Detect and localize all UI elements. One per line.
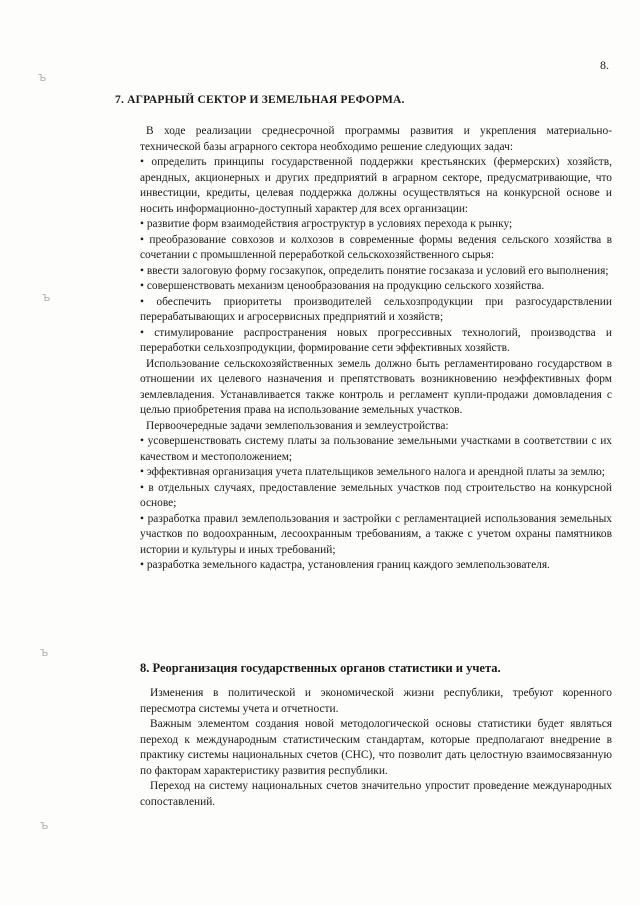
priority-task-item: • разработка правил землепользования и застройки с регламентацией использования земельных участков по водоохранным, лесоохранным требованиям, а также с учетом охраны памятников истории и культуры и иных требований;: [140, 512, 612, 556]
task-item: • ввести залоговую форму госзакупок, определить понятие госзаказа и условий его выполнения;: [140, 264, 609, 277]
task-item: • стимулирование распространения новых прогрессивных технологий, производства и переработки сельхозпродукции, формирование сети эффективных хозяйств.: [140, 326, 612, 354]
page-number: 8.: [600, 58, 609, 72]
task-item: • определить принципы государственной поддержки крестьянских (фермерских) хозяйств, арендных, акционерных и других предприятий в аграрном секторе, предусматривающие, что инвестиции, кредиты, целевая поддержка должны осуществляться на конкурсной основе и носить информационно-доступный характер для всех организации:: [140, 156, 612, 215]
task-item: • развитие форм взаимодействия агроструктур в условиях перехода к рынку;: [140, 218, 513, 230]
priority-task-item: • в отдельных случаях, предоставление земельных участков под строительство на конкурсной основе;: [140, 481, 612, 509]
task-item: • обеспечить приоритеты производителей сельхозпродукции при разгосударствлении перерабатывающих и агросервисных предприятий и хозяйств;: [140, 295, 612, 323]
scan-margin-mark: ъ: [38, 70, 47, 84]
priority-intro: Первоочередные задачи землепользования и землеустройства:: [146, 419, 449, 432]
priority-task-item: • разработка земельного кадастра, установления границ каждого землепользователя.: [140, 559, 550, 571]
scan-margin-mark: ъ: [40, 645, 49, 659]
scan-margin-mark: ъ: [42, 290, 51, 304]
section-7-intro: В ходе реализации среднесрочной программы развития и укрепления материально-технической базы аграрного сектора необходимо решение следующих задач:: [140, 125, 612, 153]
section-8-paragraph: Переход на систему национальных счетов значительно упростит проведение международных сопоставлений.: [140, 780, 612, 808]
section-7-heading: 7. АГРАРНЫЙ СЕКТОР И ЗЕМЕЛЬНАЯ РЕФОРМА.: [115, 94, 405, 106]
section-8-paragraph: Важным элементом создания новой методологической основы статистики будет являться переход к международным статистическим стандартам, которые предполагают внедрение в практику системы национальных счетов (СНС), что позволит дать целостную взаимосвязанную по факторам характеристику развития республики.: [140, 718, 612, 777]
task-item: • преобразование совхозов и колхозов в современные формы ведения сельского хозяйства в сочетании с промышленной переработкой сельскохозяйственного сырья:: [140, 233, 612, 261]
section-8-heading: 8. Реорганизация государственных органов статистики и учета.: [140, 661, 501, 675]
section-7-body: [140, 124, 612, 574]
land-use-paragraph: Использование сельскохозяйственных земель должно быть регламентировано государством в отношении их целевого назначения и препятствовать возникновению неэффективных форм землевладения. Устанавливается также контроль и регламент купли-продажи домовладения с целью приобретения права на использование земельных участков.: [140, 357, 612, 416]
section-8-body: [140, 686, 612, 810]
section-8-paragraph: Изменения в политической и экономической жизни республики, требуют коренного пересмотра системы учета и отчетности.: [140, 687, 612, 715]
task-item: • совершенствовать механизм ценообразования на продукцию сельского хозяйства.: [140, 280, 545, 292]
priority-task-item: • эффективная организация учета плательщиков земельного налога и арендной платы за землю;: [140, 466, 605, 478]
scan-margin-mark: ъ: [40, 818, 49, 832]
priority-task-item: • усовершенствовать систему платы за пользование земельными участками в соответствии с их качеством и местоположением;: [140, 435, 612, 463]
